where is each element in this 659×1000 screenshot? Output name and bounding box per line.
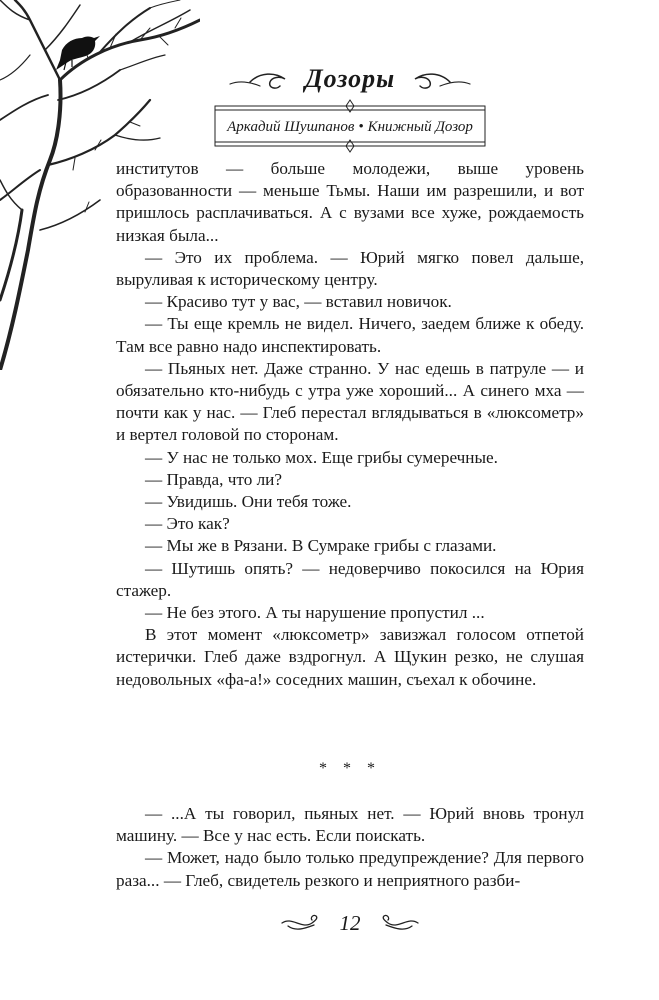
paragraph: — Может, надо было только предупреждение? Для первого раза... — Глеб, свидетель резкого и неприятного разби- <box>116 848 584 890</box>
section-separator: * * * <box>319 760 381 777</box>
paragraph: институтов — больше молодежи, выше уровень образованности — меньше Тьмы. Наши им разрешили, и вот пришлось расплачиваться. А с вузами все хуже, рождаемость низкая была... <box>116 159 584 245</box>
paragraph: — Ты еще кремль не видел. Ничего, заедем ближе к обеду. Там все равно надо инспектировать. <box>116 314 584 356</box>
paragraph: — Пьяных нет. Даже странно. У нас едешь в патруле — и обязательно кто-нибудь с утра уже хороший... А синего мха — почти как у нас. — Глеб перестал вглядываться в «люксометр» и вертел головой по сторонам. <box>116 358 584 445</box>
paragraph: — Шутишь опять? — недоверчиво покосился на Юрия стажер. <box>116 558 584 600</box>
paragraph: — Правда, что ли? <box>145 469 282 489</box>
paragraph: — ...А ты говорил, пьяных нет. — Юрий вновь тронул машину. — Все у нас есть. Если поискать. <box>116 804 584 846</box>
author-name: Аркадий Шушпанов <box>227 119 355 135</box>
body-text <box>116 158 584 691</box>
paragraph: — У нас не только мох. Еще грибы сумеречные. <box>145 447 498 467</box>
paragraph: — Красиво тут у вас, — вставил новичок. <box>145 292 452 312</box>
paragraph: — Это их проблема. — Юрий мягко повел дальше, выруливая к историческому центру. <box>116 247 584 290</box>
body-text-continued <box>116 803 584 892</box>
page-number: 12 <box>339 911 361 935</box>
imprint-name: Книжный Дозор <box>367 119 473 135</box>
byline <box>200 116 500 138</box>
separator-dot-icon: • <box>358 119 364 135</box>
paragraph: — Это как? <box>145 514 230 534</box>
series-title: Дозоры <box>304 64 396 93</box>
paragraph: В этот момент «люксометр» завизжал голосом отпетой истерички. Глеб даже вздрогнул. А Щукин резко, не слушая недовольных «фа-а!» соседних машин, съехал к обочине. <box>116 625 584 689</box>
paragraph: — Мы же в Рязани. В Сумраке грибы с глазами. <box>145 536 497 556</box>
paragraph: — Увидишь. Они тебя тоже. <box>145 492 352 512</box>
paragraph: — Не без этого. А ты нарушение пропустил ... <box>145 603 485 623</box>
